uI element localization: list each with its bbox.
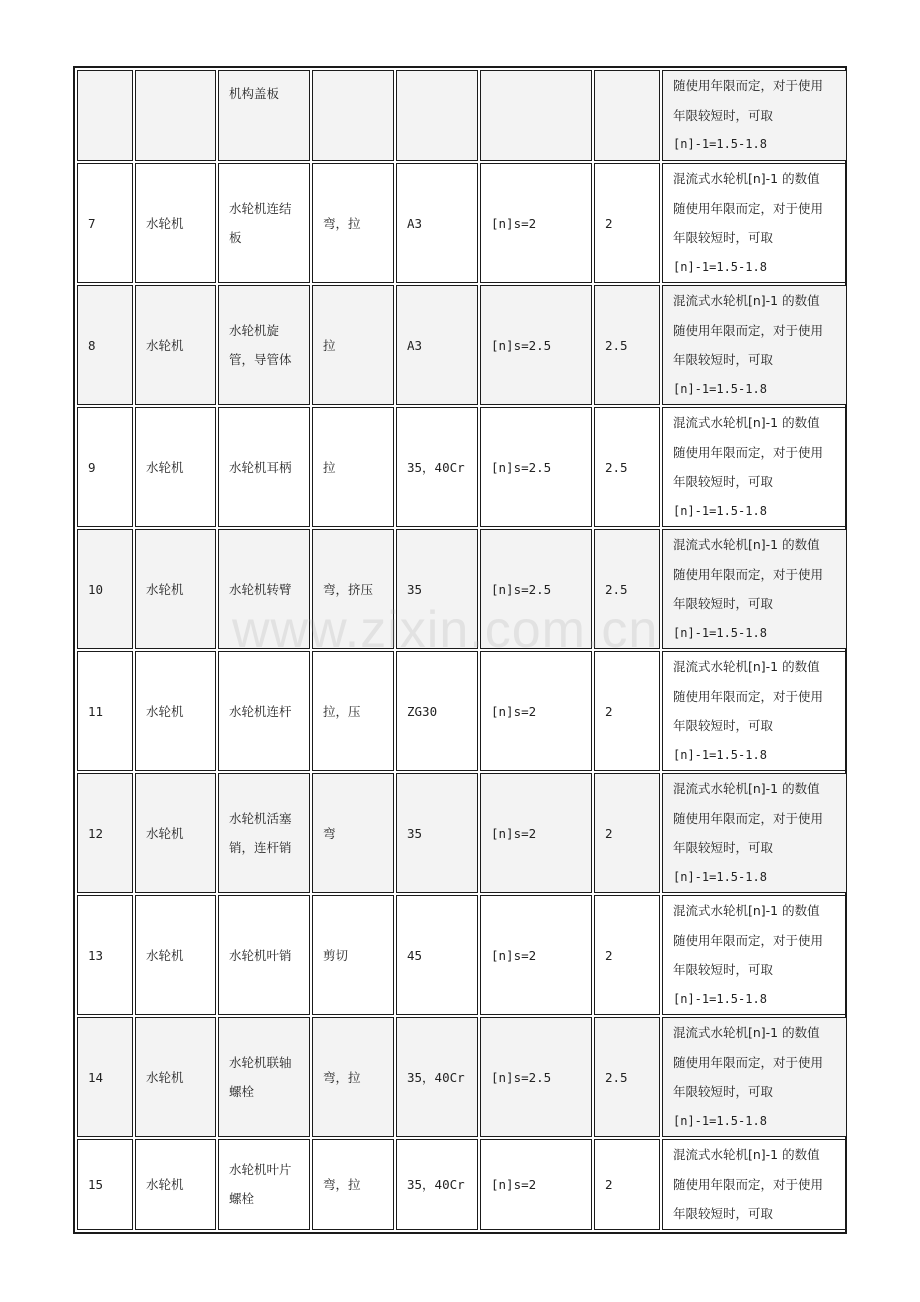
cell-yield-safety-factor: [n]s=2 (480, 1139, 592, 1230)
cell-load-type: 弯 (312, 773, 394, 893)
cell-part-name: 水轮机转臂 (218, 529, 310, 649)
remark-line: 年限较短时，可取 (673, 1084, 774, 1099)
cell-part-name: 水轮机叶销 (218, 895, 310, 1015)
cell-machine-type: 水轮机 (135, 1139, 216, 1230)
cell-material: 45 (396, 895, 478, 1015)
remark-line: 随使用年限而定，对于使用 (673, 566, 824, 582)
cell-remark (662, 407, 847, 527)
remark-line: 随使用年限而定，对于使用 (673, 444, 824, 460)
remark-line: 随使用年限而定，对于使用 (673, 200, 824, 216)
cell-load-type (312, 70, 394, 161)
cell-index: 11 (77, 651, 133, 771)
cell-yield-safety-factor: [n]s=2.5 (480, 285, 592, 405)
remark-line: [n]-1=1.5-1.8 (673, 869, 767, 884)
cell-yield-safety-factor: [n]s=2.5 (480, 407, 592, 527)
remark-line: 年限较短时，可取 (673, 474, 774, 489)
cell-remark (662, 773, 847, 893)
cell-safety-factor: 2 (594, 1139, 660, 1230)
cell-remark (662, 529, 847, 649)
cell-material: ZG30 (396, 651, 478, 771)
table-row (77, 163, 847, 283)
remark-line: [n]-1=1.5-1.8 (673, 1113, 767, 1128)
cell-part-name: 水轮机耳柄 (218, 407, 310, 527)
cell-machine-type: 水轮机 (135, 407, 216, 527)
cell-part-name: 水轮机连结板 (218, 163, 310, 283)
cell-remark (662, 895, 847, 1015)
cell-remark (662, 1139, 847, 1230)
table-row (77, 651, 847, 771)
remark-line: 随使用年限而定，对于使用 (673, 810, 824, 826)
cell-remark (662, 285, 847, 405)
remark-line: [n]-1=1.5-1.8 (673, 991, 767, 1006)
remark-line: 混流式水轮机[n]-1 的数值 (673, 293, 820, 308)
cell-index: 10 (77, 529, 133, 649)
cell-index: 13 (77, 895, 133, 1015)
cell-load-type: 拉 (312, 407, 394, 527)
table-row (77, 1139, 847, 1230)
cell-index: 15 (77, 1139, 133, 1230)
table-row (77, 529, 847, 649)
cell-material (396, 70, 478, 161)
cell-yield-safety-factor: [n]s=2 (480, 163, 592, 283)
cell-machine-type: 水轮机 (135, 651, 216, 771)
cell-safety-factor (594, 70, 660, 161)
cell-safety-factor: 2.5 (594, 407, 660, 527)
cell-yield-safety-factor: [n]s=2.5 (480, 1017, 592, 1137)
remark-line: 混流式水轮机[n]-1 的数值 (673, 781, 820, 796)
table-row (77, 773, 847, 893)
data-table-frame (73, 66, 847, 1234)
remark-line: 年限较短时，可取 (673, 352, 774, 367)
remark-line: 混流式水轮机[n]-1 的数值 (673, 537, 820, 552)
remark-line: [n]-1=1.5-1.8 (673, 259, 767, 274)
cell-machine-type: 水轮机 (135, 895, 216, 1015)
remark-line: 随使用年限而定，对于使用 (673, 1176, 824, 1192)
cell-index: 12 (77, 773, 133, 893)
remark-line: 混流式水轮机[n]-1 的数值 (673, 415, 820, 430)
cell-remark (662, 163, 847, 283)
cell-machine-type: 水轮机 (135, 285, 216, 405)
cell-index: 9 (77, 407, 133, 527)
remark-line: 随使用年限而定，对于使用 (673, 322, 824, 338)
cell-index: 7 (77, 163, 133, 283)
cell-yield-safety-factor: [n]s=2 (480, 773, 592, 893)
remark-line: [n]-1=1.5-1.8 (673, 625, 767, 640)
cell-machine-type (135, 70, 216, 161)
cell-load-type: 拉 (312, 285, 394, 405)
remark-line: 随使用年限而定，对于使用 (673, 688, 824, 704)
remark-line: 随使用年限而定，对于使用 (673, 932, 824, 948)
remark-line: 混流式水轮机[n]-1 的数值 (673, 903, 820, 918)
cell-yield-safety-factor: [n]s=2.5 (480, 529, 592, 649)
remark-line: 随使用年限而定，对于使用 (673, 1054, 824, 1070)
cell-load-type: 剪切 (312, 895, 394, 1015)
cell-yield-safety-factor (480, 70, 592, 161)
cell-material: A3 (396, 285, 478, 405)
cell-safety-factor: 2.5 (594, 285, 660, 405)
remark-line: [n]-1=1.5-1.8 (673, 747, 767, 762)
cell-material: 35，40Cr (396, 1139, 478, 1230)
cell-material: 35 (396, 773, 478, 893)
cell-safety-factor: 2 (594, 895, 660, 1015)
cell-part-name: 水轮机连杆 (218, 651, 310, 771)
table-row (77, 1017, 847, 1137)
cell-remark (662, 651, 847, 771)
cell-index (77, 70, 133, 161)
cell-machine-type: 水轮机 (135, 1017, 216, 1137)
remark-line: 年限较短时，可取 (673, 718, 774, 733)
cell-safety-factor: 2.5 (594, 1017, 660, 1137)
cell-load-type: 弯，挤压 (312, 529, 394, 649)
cell-machine-type: 水轮机 (135, 163, 216, 283)
remark-line: 随使用年限而定，对于使用 (673, 78, 824, 94)
cell-safety-factor: 2.5 (594, 529, 660, 649)
remark-line: 混流式水轮机[n]-1 的数值 (673, 1025, 820, 1040)
cell-remark (662, 1017, 847, 1137)
cell-safety-factor: 2 (594, 163, 660, 283)
cell-load-type: 拉，压 (312, 651, 394, 771)
table-row (77, 895, 847, 1015)
remark-line: 年限较短时，可取 (673, 596, 774, 611)
cell-material: 35，40Cr (396, 407, 478, 527)
watermark: www.zixin.com.cn (232, 601, 659, 659)
cell-part-name: 水轮机联轴螺栓 (218, 1017, 310, 1137)
cell-material: 35，40Cr (396, 1017, 478, 1137)
safety-factor-table (75, 68, 849, 1232)
remark-line: [n]-1=1.5-1.8 (673, 137, 767, 152)
remark-line: 年限较短时，可取 (673, 962, 774, 977)
table-row (77, 407, 847, 527)
remark-line: 年限较短时，可取 (673, 1206, 774, 1221)
cell-part-name: 机构盖板 (218, 70, 310, 161)
cell-part-name: 水轮机叶片螺栓 (218, 1139, 310, 1230)
cell-remark (662, 70, 847, 161)
remark-line: [n]-1=1.5-1.8 (673, 503, 767, 518)
cell-material: 35 (396, 529, 478, 649)
cell-load-type: 弯，拉 (312, 1139, 394, 1230)
cell-yield-safety-factor: [n]s=2 (480, 651, 592, 771)
cell-index: 14 (77, 1017, 133, 1137)
cell-yield-safety-factor: [n]s=2 (480, 895, 592, 1015)
remark-line: 年限较短时，可取 (673, 840, 774, 855)
cell-material: A3 (396, 163, 478, 283)
cell-machine-type: 水轮机 (135, 773, 216, 893)
remark-line: 混流式水轮机[n]-1 的数值 (673, 171, 820, 186)
cell-machine-type: 水轮机 (135, 529, 216, 649)
remark-line: 混流式水轮机[n]-1 的数值 (673, 1147, 820, 1162)
cell-part-name: 水轮机旋管，导管体 (218, 285, 310, 405)
table-row (77, 70, 847, 161)
remark-line: [n]-1=1.5-1.8 (673, 381, 767, 396)
cell-part-name: 水轮机活塞销，连杆销 (218, 773, 310, 893)
cell-load-type: 弯，拉 (312, 1017, 394, 1137)
remark-line: 年限较短时，可取 (673, 107, 774, 123)
cell-load-type: 弯，拉 (312, 163, 394, 283)
cell-safety-factor: 2 (594, 773, 660, 893)
table-row (77, 285, 847, 405)
remark-line: 混流式水轮机[n]-1 的数值 (673, 659, 820, 674)
remark-line: 年限较短时，可取 (673, 230, 774, 245)
cell-safety-factor: 2 (594, 651, 660, 771)
cell-index: 8 (77, 285, 133, 405)
